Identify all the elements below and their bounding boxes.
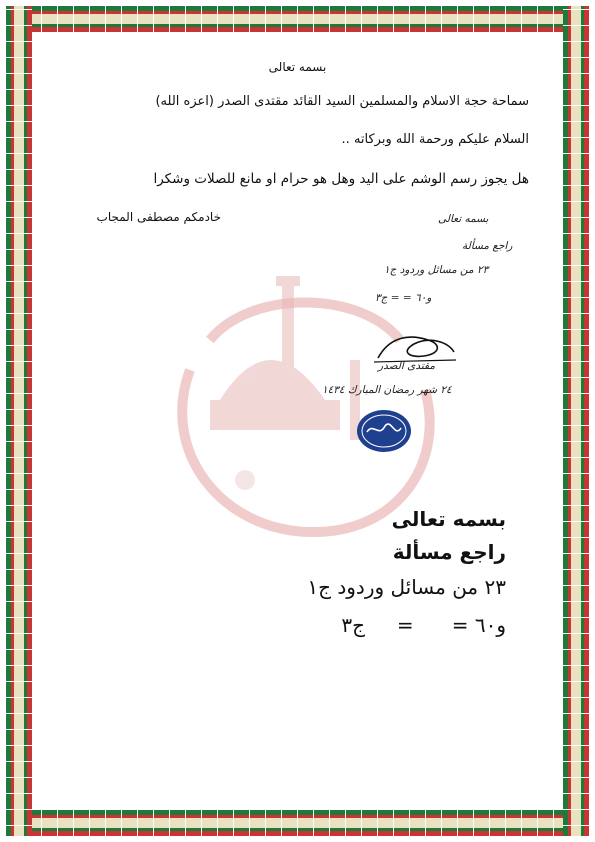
typed-answer-line-2: راجع مسألة xyxy=(392,540,506,564)
handwritten-signature-name: مقتدى الصدر xyxy=(378,360,435,372)
decorative-border-right xyxy=(563,6,589,836)
typed-answer-line-1: بسمه تعالى xyxy=(391,507,506,531)
official-seal xyxy=(355,408,413,454)
handwritten-date: ٢٤ شهر رمضان المبارك ١٤٣٤ xyxy=(322,384,452,396)
handwritten-line-4: و٦٠ = = ج٣ xyxy=(375,292,432,304)
handwritten-line-2: راجع مسألة xyxy=(462,240,513,252)
letter-signature: خادمكم مصطفى المجاب xyxy=(96,210,221,224)
handwritten-line-3: ٢٣ من مسائل وردود ج١ xyxy=(384,264,489,276)
decorative-border-top xyxy=(6,6,589,32)
decorative-border-bottom xyxy=(6,810,589,836)
letter-heading: بسمه تعالى xyxy=(268,60,327,74)
letter-greeting: السلام عليكم ورحمة الله وبركاته .. xyxy=(341,132,529,147)
letter-question: هل يجوز رسم الوشم على اليد وهل هو حرام او مانع للصلات وشكرا xyxy=(153,171,529,187)
handwritten-line-1: بسمه تعالى xyxy=(438,213,489,225)
letter-addressee: سماحة حجة الاسلام والمسلمين السيد القائد مقتدى الصدر (اعزه الله) xyxy=(155,94,529,109)
typed-answer-line-3: ٢٣ من مسائل وردود ج١ xyxy=(307,575,506,599)
typed-answer-line-4: و٦٠ = = ج٣ xyxy=(341,613,506,637)
decorative-border-left xyxy=(6,6,32,836)
